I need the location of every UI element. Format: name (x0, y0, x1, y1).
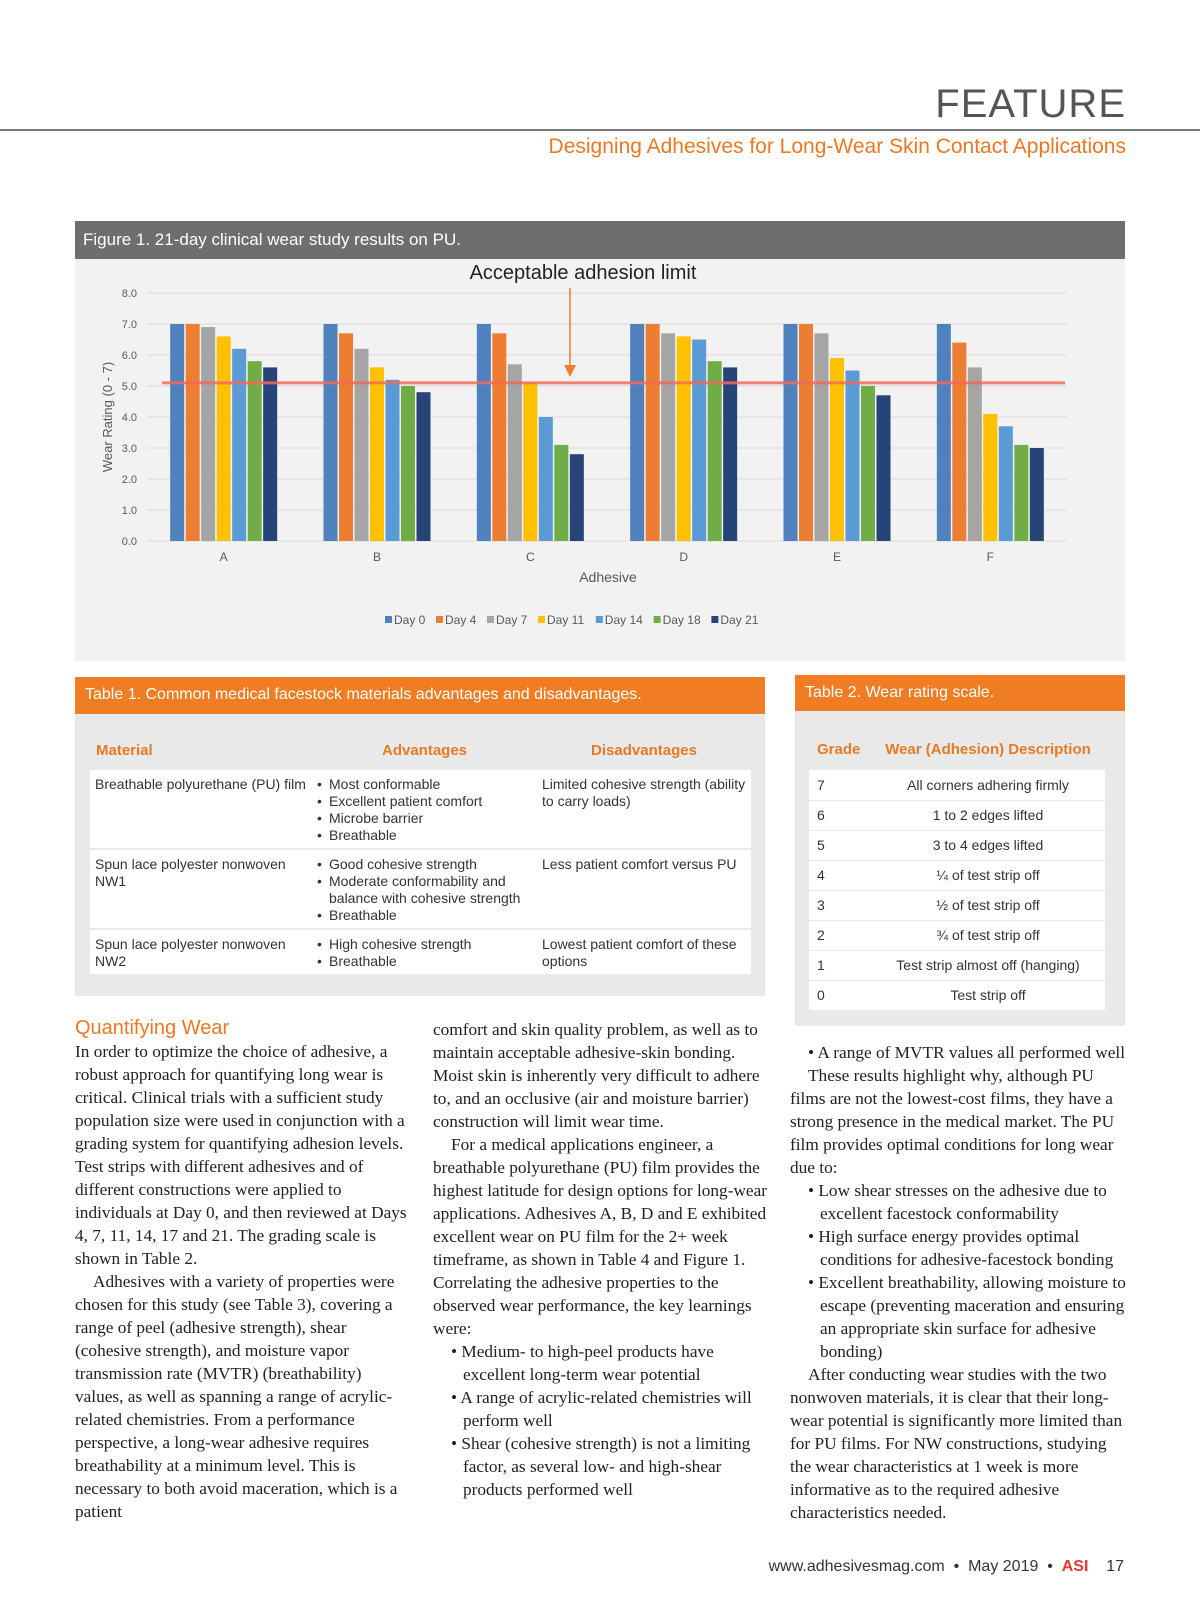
advantage-item: • Excellent patient comfort (317, 793, 532, 810)
description-column-header: Wear (Adhesion) Description (871, 729, 1105, 770)
description-cell: Test strip off (871, 980, 1105, 1010)
description-cell: ¾ of test strip off (871, 920, 1105, 950)
website-link[interactable]: www.adhesivesmag.com (768, 1558, 945, 1575)
bar (539, 417, 553, 541)
footer-separator: • (953, 1558, 960, 1575)
table-row (809, 920, 1105, 950)
bar (784, 324, 798, 541)
advantages-cell (312, 770, 537, 849)
grade-cell: 4 (809, 860, 871, 890)
x-tick-label: C (525, 550, 535, 564)
bar (523, 383, 537, 541)
wear-study-bar-chart (75, 259, 1125, 661)
bar (815, 333, 829, 541)
facestock-materials-table (90, 730, 751, 976)
table-row (809, 950, 1105, 980)
material-column-header: Material (90, 730, 312, 770)
bar (799, 324, 813, 541)
magazine-brand: ASI (1061, 1558, 1089, 1575)
y-axis-title: Wear Rating (0 - 7) (100, 361, 115, 473)
grade-cell: 3 (809, 890, 871, 920)
bar (1014, 445, 1028, 541)
bar (217, 336, 231, 541)
disadvantages-cell: Less patient comfort versus PU (537, 849, 751, 929)
x-tick-label: B (372, 550, 382, 564)
y-tick-label: 5.0 (121, 381, 137, 393)
bar (692, 340, 706, 542)
bar (983, 414, 997, 541)
bar (952, 343, 966, 541)
material-cell: Breathable polyurethane (PU) film (90, 770, 312, 849)
legend-label: Day 14 (604, 613, 643, 627)
bullet-item: • High surface energy provides optimal conditions for adhesive-facestock bonding (808, 1227, 1114, 1269)
bar (355, 349, 369, 541)
advantage-item: • Breathable (317, 907, 532, 924)
legend-label: Day 4 (445, 613, 477, 627)
table-row (809, 980, 1105, 1010)
legend-swatch (436, 616, 443, 623)
x-tick-label: E (832, 550, 842, 564)
legend-label: Day 18 (662, 613, 701, 627)
grade-cell: 2 (809, 920, 871, 950)
article-subtitle: Designing Adhesives for Long-Wear Skin Contact Applications (548, 135, 1126, 158)
chart-annotation: Acceptable adhesion limit (469, 262, 697, 284)
advantage-item: • Microbe barrier (317, 810, 532, 827)
y-tick-label: 8.0 (121, 288, 137, 300)
bar (232, 349, 246, 541)
bar (846, 371, 860, 542)
advantage-item: • Most conformable (317, 776, 532, 793)
advantages-cell (312, 849, 537, 929)
advantage-item: • Good cohesive strength (317, 856, 532, 873)
page-number: 17 (1106, 1558, 1124, 1575)
description-cell: ½ of test strip off (871, 890, 1105, 920)
table-row (90, 849, 751, 929)
disadvantages-column-header: Disadvantages (537, 730, 751, 770)
table-row (809, 800, 1105, 830)
advantage-item: • High cohesive strength (317, 936, 532, 953)
grade-cell: 1 (809, 950, 871, 980)
table-row (809, 890, 1105, 920)
figure-1-caption: Figure 1. 21-day clinical wear study results on PU. (75, 221, 1125, 259)
y-tick-label: 6.0 (121, 350, 137, 362)
y-tick-label: 1.0 (121, 505, 137, 517)
table-row (809, 770, 1105, 800)
bar (708, 361, 722, 541)
bar (677, 336, 691, 541)
advantage-item: • Moderate conformability and balance with cohesive strength (317, 873, 532, 907)
bar (861, 386, 875, 541)
table-header-row (809, 729, 1105, 770)
legend-swatch (596, 616, 603, 623)
legend-label: Day 11 (547, 613, 585, 627)
section-title: FEATURE (935, 82, 1126, 126)
legend-swatch (385, 616, 392, 623)
legend-swatch (654, 616, 661, 623)
legend-label: Day 7 (496, 613, 528, 627)
y-tick-label: 0.0 (121, 536, 137, 548)
y-tick-label: 7.0 (121, 319, 137, 331)
grade-cell: 7 (809, 770, 871, 800)
paragraph: After conducting wear studies with the two nonwoven materials, it is clear that their long-wear potential is significantly more limited than for PU films. For NW constructions, studying the wear characteristics at 1 week is more informative as to the required adhesive characteristics needed. (790, 1365, 1123, 1522)
description-cell: ¼ of test strip off (871, 860, 1105, 890)
bar (661, 333, 675, 541)
article-column-1 (75, 1016, 410, 1523)
advantage-item: • Breathable (317, 953, 532, 970)
grade-column-header: Grade (809, 729, 871, 770)
description-cell: Test strip almost off (hanging) (871, 950, 1105, 980)
annotation-arrowhead (564, 365, 576, 377)
bar (386, 380, 400, 541)
bar (554, 445, 568, 541)
bar (370, 367, 384, 541)
bar (646, 324, 660, 541)
advantage-item: • Breathable (317, 827, 532, 844)
bar (723, 367, 737, 541)
bar (937, 324, 951, 541)
bar (492, 333, 506, 541)
description-cell: 3 to 4 edges lifted (871, 830, 1105, 860)
bar (186, 324, 200, 541)
material-cell: Spun lace polyester nonwoven NW2 (90, 929, 312, 975)
advantages-column-header: Advantages (312, 730, 537, 770)
description-cell: 1 to 2 edges lifted (871, 800, 1105, 830)
paragraph: For a medical applications engineer, a breathable polyurethane (PU) film provides the highest latitude for design options for long-wear applications. Adhesives A, B, D and E exhibited excellent wear on PU film for the 2+ week timeframe, as shown in Table 4 and Figure 1. Correlating the adhesive properties to the observed wear performance, the key learnings were: (433, 1135, 768, 1338)
legend-swatch (487, 616, 494, 623)
bar (999, 426, 1013, 541)
page-footer (769, 1558, 1124, 1576)
bullet-item: • A range of MVTR values all performed well (808, 1043, 1126, 1062)
grade-cell: 6 (809, 800, 871, 830)
bar (417, 392, 431, 541)
y-tick-label: 2.0 (121, 474, 137, 486)
wear-rating-scale-table (809, 729, 1105, 1011)
bar (508, 364, 522, 541)
table-row (90, 770, 751, 849)
paragraph: In order to optimize the choice of adhesive, a robust approach for quantifying long wear is critical. Clinical trials with a sufficient study population size were used in conjunction with a grading system for quantifying adhesion levels. Test strips with different adhesives and of different constructions were applied to individuals at Day 0, and then reviewed at Days 4, 7, 11, 14, 17 and 21. The grading scale is shown in Table 2. (75, 1042, 407, 1268)
paragraph: These results highlight why, although PU films are not the lowest-cost films, they have a strong presence in the medical market. The PU film provides optimal conditions for long wear due to: (790, 1066, 1115, 1177)
paragraph: comfort and skin quality problem, as well as to maintain acceptable adhesive-skin bonding. Moist skin is inherently very difficult to adhere to, and an occlusive (air and moisture barrier) construction will limit wear time. (433, 1020, 760, 1131)
section-heading: Quantifying Wear (75, 1017, 230, 1039)
grade-cell: 0 (809, 980, 871, 1010)
legend-swatch (538, 616, 545, 623)
bar (570, 454, 584, 541)
bar (170, 324, 184, 541)
bar (477, 324, 491, 541)
bar (201, 327, 215, 541)
bullet-item: • Low shear stresses on the adhesive due to excellent facestock conformability (808, 1181, 1107, 1223)
x-tick-label: A (219, 550, 228, 564)
footer-separator: • (1047, 1558, 1053, 1575)
legend-swatch (711, 616, 718, 623)
bar (830, 358, 844, 541)
article-column-2 (433, 1018, 768, 1501)
article-column-3 (790, 1041, 1130, 1524)
table-header-row (90, 730, 751, 770)
bar (324, 324, 338, 541)
bullet-item: • Medium- to high-peel products have excellent long-term wear potential (451, 1342, 714, 1384)
description-cell: All corners adhering firmly (871, 770, 1105, 800)
issue-date: May 2019 (968, 1558, 1039, 1575)
legend-label: Day 0 (394, 613, 426, 627)
table-row (809, 830, 1105, 860)
bar (968, 367, 982, 541)
table-2-caption: Table 2. Wear rating scale. (795, 675, 1125, 711)
table-row (809, 860, 1105, 890)
x-tick-label: F (986, 550, 995, 564)
bullet-item: • A range of acrylic-related chemistries will perform well (451, 1388, 752, 1430)
header-divider (0, 129, 1200, 131)
y-tick-label: 4.0 (121, 412, 137, 424)
y-tick-label: 3.0 (121, 443, 137, 455)
bar (248, 361, 262, 541)
bar (401, 386, 415, 541)
x-axis-title: Adhesive (579, 569, 637, 585)
bar (630, 324, 644, 541)
bullet-item: • Excellent breathability, allowing moisture to escape (preventing maceration and ensuring an appropriate skin surface for adhesive bonding) (808, 1273, 1126, 1361)
bar (877, 395, 891, 541)
paragraph: Adhesives with a variety of properties were chosen for this study (see Table 3), covering a range of peel (adhesive strength), shear (cohesive strength), and moisture vapor transmission rate (MVTR) (breathability) values, as well as spanning a range of acrylic-related chemistries. From a performance perspective, a long-wear adhesive requires breathability at a minimum level. This is necessary to both avoid maceration, which is a patient (75, 1272, 398, 1521)
bar (1030, 448, 1044, 541)
legend-label: Day 21 (720, 613, 759, 627)
table-1-caption: Table 1. Common medical facestock materials advantages and disadvantages. (75, 677, 765, 714)
bullet-item: • Shear (cohesive strength) is not a limiting factor, as several low- and high-shear products performed well (451, 1434, 751, 1499)
grade-cell: 5 (809, 830, 871, 860)
bar (263, 367, 277, 541)
x-tick-label: D (679, 550, 689, 564)
table-row (90, 929, 751, 975)
bar (339, 333, 353, 541)
material-cell: Spun lace polyester nonwoven NW1 (90, 849, 312, 929)
advantages-cell (312, 929, 537, 975)
disadvantages-cell: Lowest patient comfort of these options (537, 929, 751, 975)
disadvantages-cell: Limited cohesive strength (ability to carry loads) (537, 770, 751, 849)
